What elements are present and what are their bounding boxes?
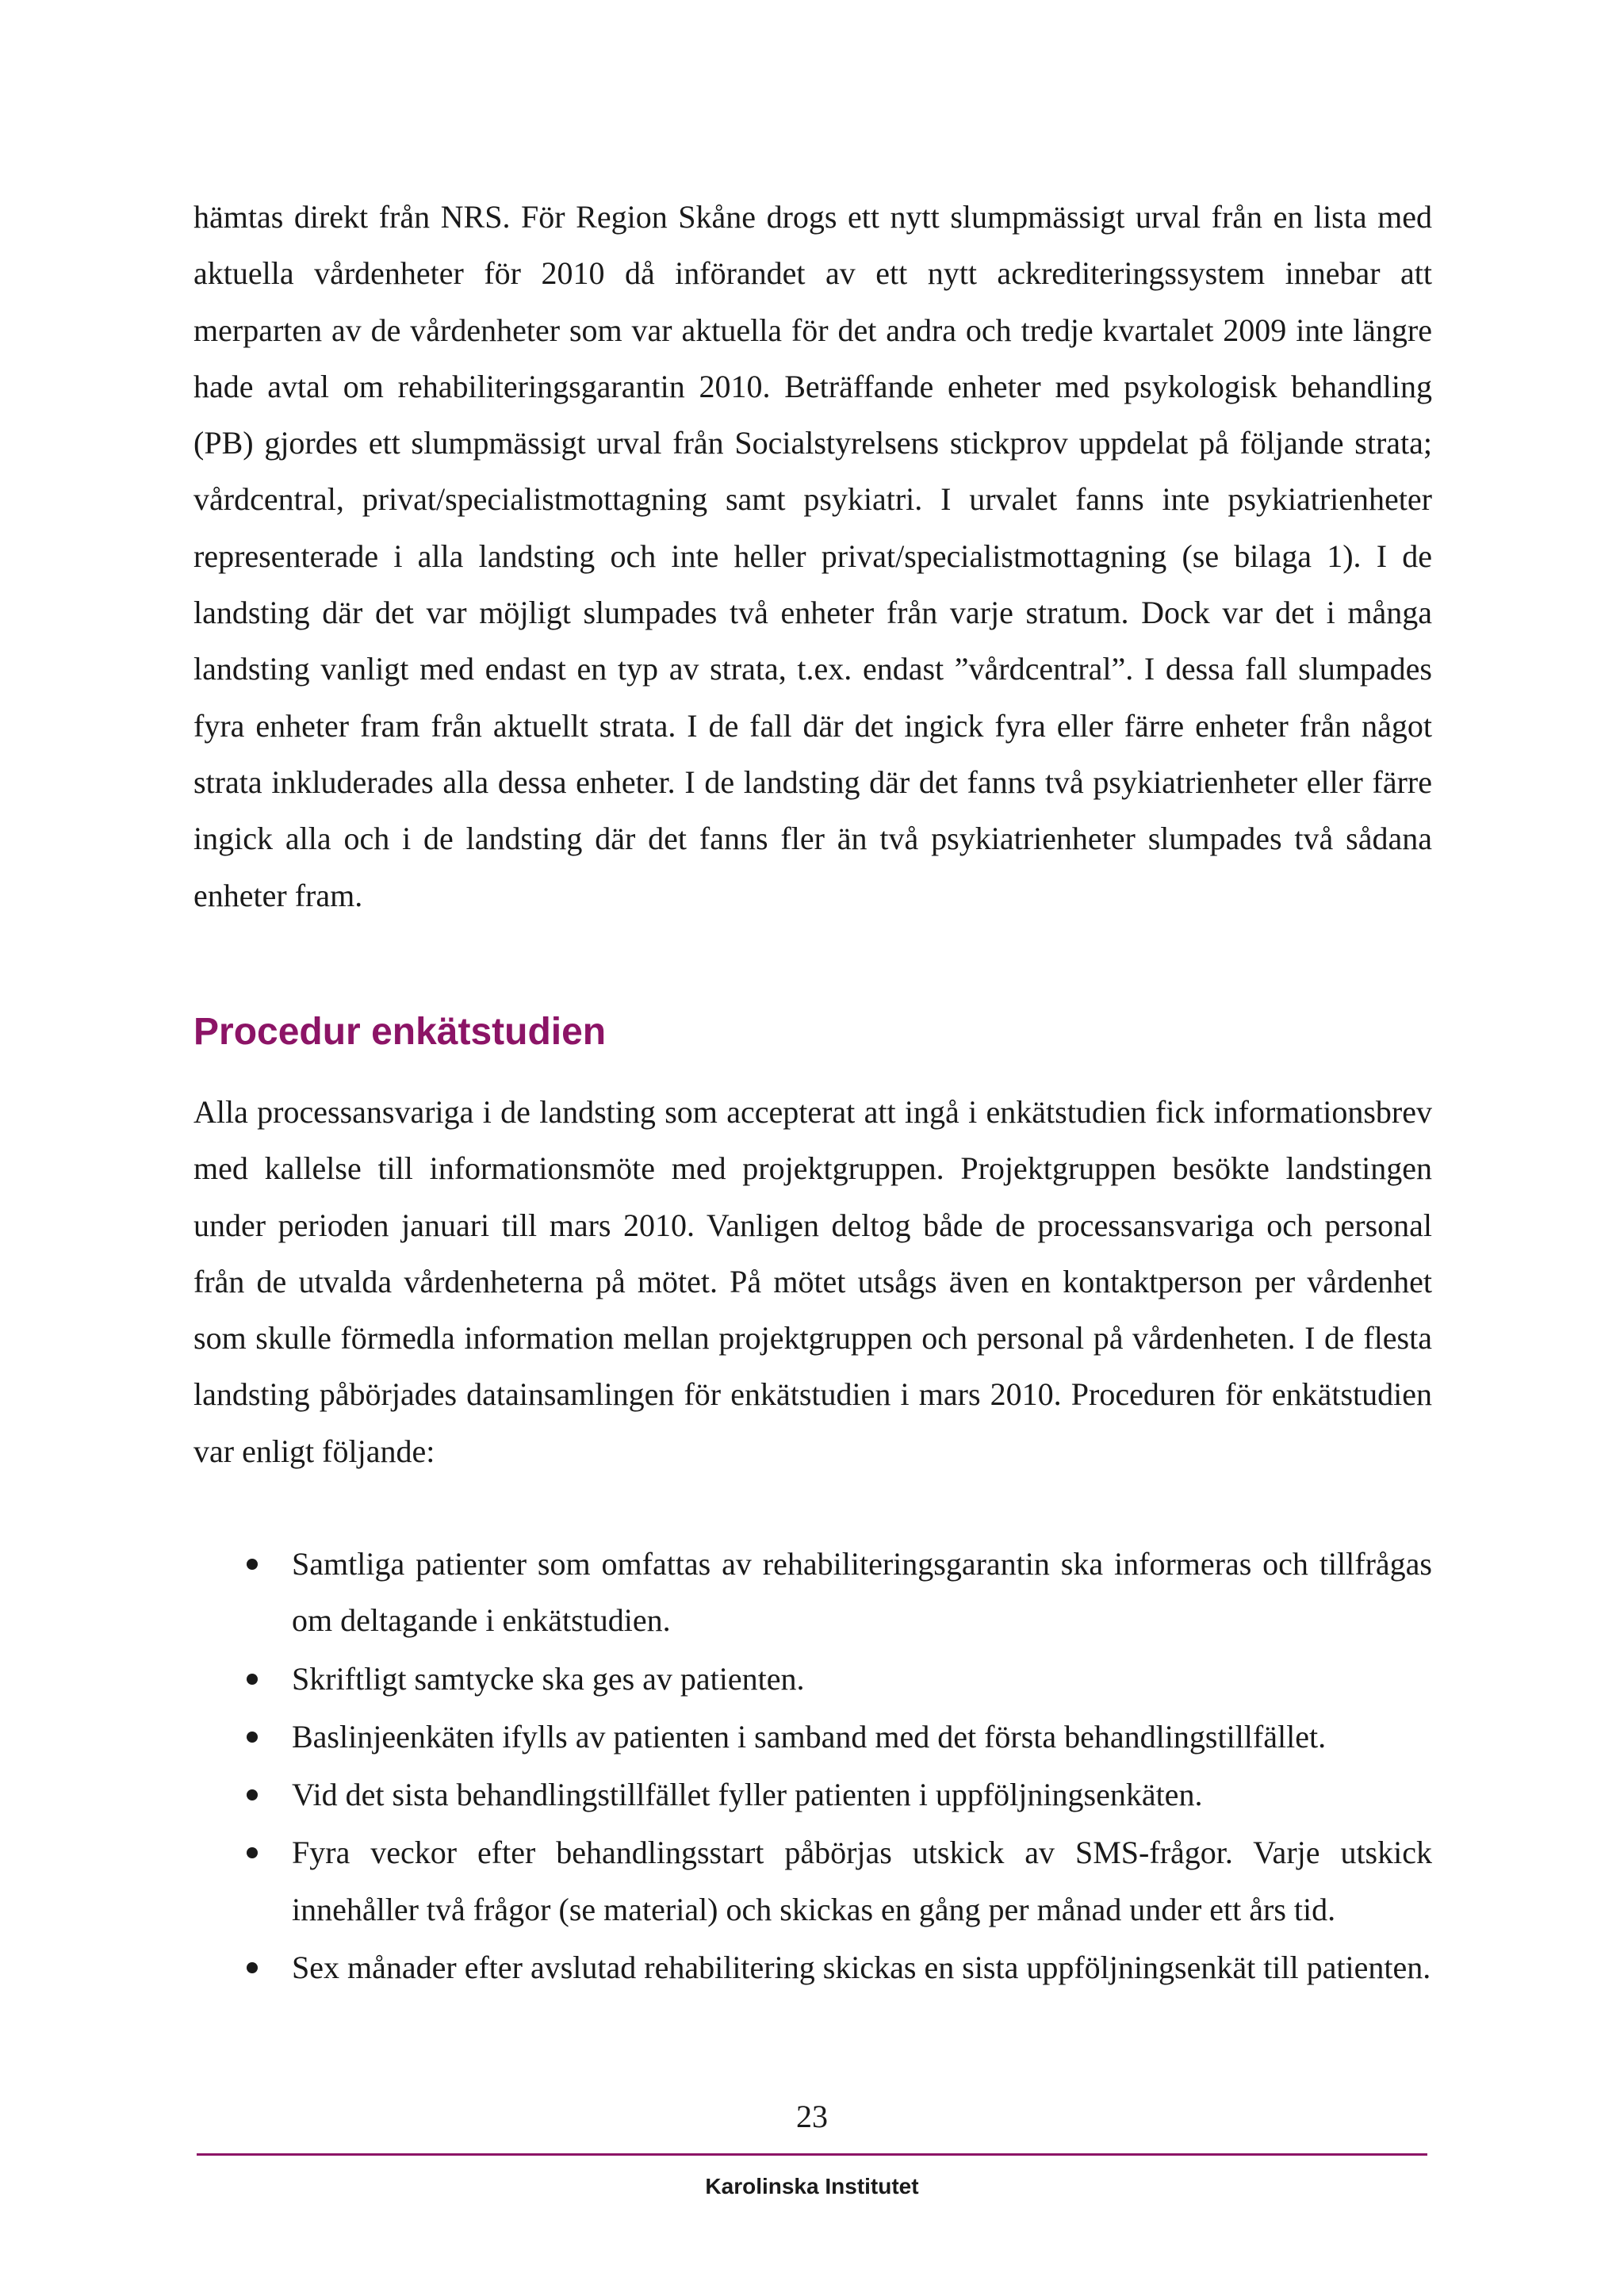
- bullet-icon: [247, 1847, 258, 1858]
- list-item-text: Baslinjeenkäten ifylls av patienten i samband med det första behandlingstillfället.: [292, 1718, 1327, 1755]
- list-item: [193, 1939, 1432, 1996]
- paragraph-sampling: hämtas direkt från NRS. För Region Skåne drogs ett nytt slumpmässigt urval från en lista med aktuella vårdenheter för 2010 då införandet av ett nytt ackrediteringssystem innebar att merparten av de vårdenheter som var aktuella för det andra och tredje kvartalet 2009 inte längre hade avtal om rehabiliteringsgarantin 2010. Beträffande enheter med psykologisk behandling (PB) gjordes ett slumpmässigt urval från Socialstyrelsens stickprov uppdelat på följande strata; vårdcentral, privat/specialistmottagning samt psykiatri. I urvalet fanns inte psykiatrienheter representerade i alla landsting och inte heller privat/specialistmottagning (se bilaga 1). I de landsting där det var möjligt slumpades två enheter från varje stratum. Dock var det i många landsting vanligt med endast en typ av strata, t.ex. endast ”vårdcentral”. I dessa fall slumpades fyra enheter fram från aktuellt strata. I de fall där det ingick fyra eller färre enheter från något strata inkluderades alla dessa enheter. I de landsting där det fanns två psykiatrienheter eller färre ingick alla och i de landsting där det fanns fler än två psykiatrienheter slumpades två sådana enheter fram.: [193, 199, 1432, 913]
- body-section-sampling: [193, 189, 1432, 924]
- bullet-icon: [247, 1962, 258, 1973]
- bullet-icon: [247, 1559, 258, 1570]
- list-item: [193, 1824, 1432, 1938]
- list-item: [193, 1651, 1432, 1707]
- footer-divider: [197, 2153, 1427, 2156]
- list-item-text: Vid det sista behandlingstillfället fyller patienten i uppföljningsenkäten.: [292, 1777, 1203, 1813]
- list-item-text: Samtliga patienter som omfattas av rehabiliteringsgarantin ska informeras och tillfrågas om deltagande i enkätstudien.: [292, 1546, 1432, 1639]
- procedure-bullet-list: [193, 1536, 1432, 1997]
- footer-institution: Karolinska Institutet: [705, 2174, 919, 2198]
- list-item-text: Fyra veckor efter behandlingsstart påbörjas utskick av SMS-frågor. Varje utskick innehåller två frågor (se material) och skickas en gång per månad under ett års tid.: [292, 1835, 1432, 1927]
- bullet-icon: [247, 1789, 258, 1800]
- list-item: [193, 1766, 1432, 1823]
- list-item-text: Skriftligt samtycke ska ges av patienten.: [292, 1660, 805, 1697]
- body-section-procedure: [193, 1084, 1432, 1479]
- list-item: [193, 1709, 1432, 1765]
- paragraph-procedure: Alla processansvariga i de landsting som accepterat att ingå i enkätstudien fick informationsbrev med kallelse till informationsmöte med projektgruppen. Projektgruppen besökte landstingen under perioden januari till mars 2010. Vanligen deltog både de processansvariga och personal från de utvalda vårdenheterna på mötet. På mötet utsågs även en kontaktperson per vårdenhet som skulle förmedla information mellan projektgruppen och personal på vårdenheten. I de flesta landsting påbörjades datainsamlingen för enkätstudien i mars 2010. Proceduren för enkätstudien var enligt följande:: [193, 1094, 1432, 1469]
- page-number: 23: [796, 2099, 828, 2134]
- bullet-icon: [247, 1732, 258, 1743]
- list-item: [193, 1536, 1432, 1649]
- section-heading: Procedur enkätstudien: [193, 1011, 607, 1053]
- bullet-icon: [247, 1674, 258, 1685]
- list-item-text: Sex månader efter avslutad rehabilitering skickas en sista uppföljningsenkät till patienten.: [292, 1950, 1431, 1986]
